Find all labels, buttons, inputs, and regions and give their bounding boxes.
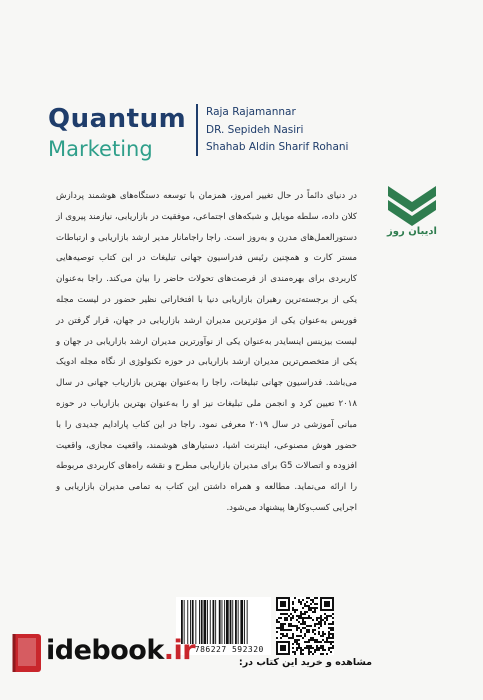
author-name: DR. Sepideh Nasiri: [206, 123, 304, 136]
title-divider: [196, 104, 198, 156]
qr-code[interactable]: [276, 597, 334, 655]
book-subtitle: Marketing: [48, 137, 153, 161]
buy-label: مشاهده و خرید این کتاب در:: [238, 657, 372, 668]
watermark-brand: idebook: [46, 635, 164, 666]
author-name: Shahab Aldin Sharif Rohani: [206, 141, 349, 153]
publisher-name: ادیبان روز: [387, 226, 437, 237]
watermark-suffix: .ir: [163, 635, 196, 666]
book-icon: [10, 630, 44, 674]
author-list: [206, 104, 348, 157]
book-title: Quantum: [48, 104, 187, 134]
title-block: [48, 104, 186, 162]
watermark-logo: [46, 635, 195, 666]
book-description: در دنیای دائماً در حال تغییر امروز، همزمان با توسعه دستگاه‌های هوشمند پردازش کلان داده، سلطه موبایل و شبکه‌های اجتماعی، موفقیت در بازاریابی، نیازمند پیروی از دستورالعمل‌های مدرن و به‌روز است. راجا راجامانار مدیر ارشد بازاریابی و ارتباطات مستر کارت و همچنین رئیس فدراسیون جهانی تبلیغات در این کتاب توصیه‌هایی کاربردی برای بهره‌مندی از فرصت‌های تحولات حاضر را بیان می‌کند. راجا به‌عنوان یکی از برجسته‌ترین رهبران بازاریابی دنیا با افتخاراتی نظیر حضور در لیست مجله فوربس به‌عنوان یکی از مؤثرترین مدیران ارشد بازاریابی در جهان، قرار گرفتن در لیست بیزینس اینسایدر به‌عنوان یکی از نوآورترین مدیران ارشد بازاریابی در جهان و یکی از متخصص‌ترین مدیران ارشد بازاریابی در حوزه تکنولوژی از نگاه مجله ادویک می‌باشد. فدراسیون جهانی تبلیغات، راجا را به‌عنوان بهترین بازاریاب جهانی در سال ۲۰۱۸ تعیین کرد و انجمن ملی تبلیغات نیز او را به‌عنوان بهترین بازاریاب در حوزه مبانی آموزشی در سال ۲۰۱۹ معرفی نمود. راجا در این کتاب پارادایم جدیدی را با حضور هوش مصنوعی، اینترنت اشیا، دستیارهای هوشمند، واقعیت مجازی، واقعیت افزوده و اتصالات G5 برای مدیران بازاریابی مطرح و نقشه راه‌های کاربردی مربوطه را ارائه می‌نماید. مطالعه و همراه داشتن این کتاب به تمامی مدیران بازاریابی و اجرایی کسب‌وکارها پیشنهاد می‌شود.: [56, 191, 358, 513]
author-name: Raja Rajamannar: [206, 106, 296, 118]
isbn-number: 9 786227 592320: [184, 645, 264, 654]
